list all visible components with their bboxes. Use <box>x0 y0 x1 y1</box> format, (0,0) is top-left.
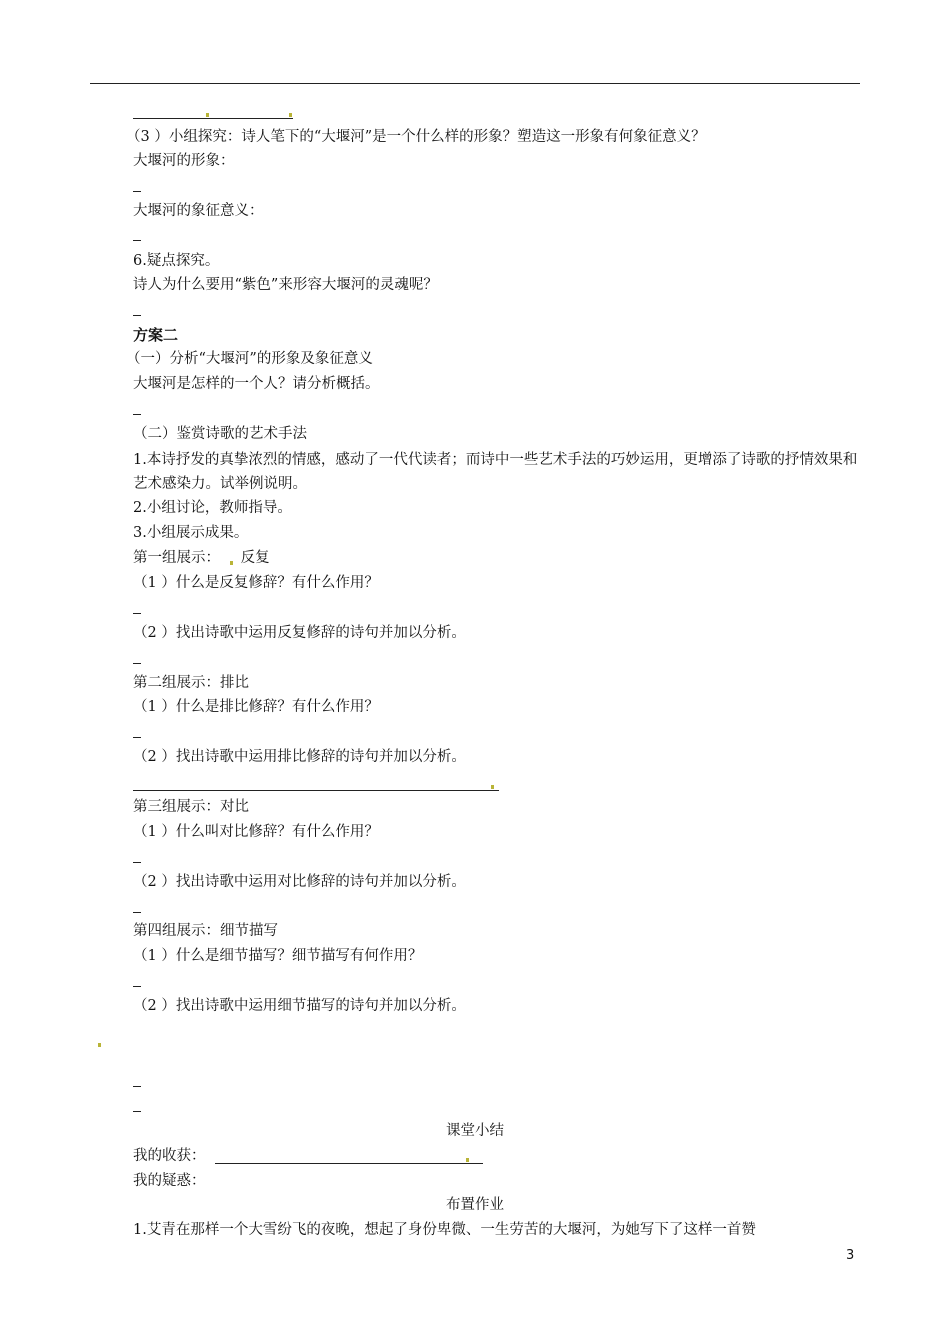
group-one-heading <box>133 549 270 567</box>
symbol-label: 大堰河的象征意义： <box>133 203 264 219</box>
answer-blank[interactable] <box>133 1086 141 1087</box>
group-three-q1: （1 ）什么叫对比修辞？有什么作用？ <box>133 824 379 840</box>
answer-blank[interactable] <box>133 912 141 913</box>
summary-title: 课堂小结 <box>446 1123 504 1139</box>
section-one-heading: （一）分析“大堰河”的形象及象征意义 <box>126 351 373 367</box>
plan-two-heading: 方案二 <box>133 326 179 344</box>
item-two: 2.小组讨论，教师指导。 <box>133 500 292 516</box>
answer-line <box>133 118 293 119</box>
doubt-question: 诗人为什么要用“紫色”来形容大堰河的灵魂呢？ <box>133 277 438 293</box>
group-four-q2: （2 ）找出诗歌中运用细节描写的诗句并加以分析。 <box>133 998 466 1014</box>
group-one-q2: （2 ）找出诗歌中运用反复修辞的诗句并加以分析。 <box>133 625 466 641</box>
mark-dot <box>98 1043 101 1047</box>
group-three-heading: 第三组展示：对比 <box>133 799 249 815</box>
group-three-q2: （2 ）找出诗歌中运用对比修辞的诗句并加以分析。 <box>133 874 466 890</box>
gain-label: 我的收获： <box>133 1148 206 1164</box>
homework-item-one: 1.艾青在那样一个大雪纷飞的夜晚，想起了身份卑微、一生劳苦的大堰河，为她写下了这样一首赞 <box>133 1222 756 1238</box>
doubt-title: 6.疑点探究。 <box>133 253 220 269</box>
item-three: 3.小组展示成果。 <box>133 525 249 541</box>
answer-blank[interactable] <box>133 737 141 738</box>
page-number: 3 <box>846 1248 855 1263</box>
mark-dot <box>466 1158 469 1162</box>
group-four-heading: 第四组展示：细节描写 <box>133 923 278 939</box>
mark-dot <box>230 561 233 565</box>
header-rule <box>90 83 860 84</box>
confusion-label: 我的疑惑： <box>133 1173 206 1189</box>
answer-blank[interactable] <box>133 414 141 415</box>
group-one-prefix: 第一组展示： <box>133 550 220 566</box>
question-3: （3 ）小组探究：诗人笔下的“大堰河”是一个什么样的形象？塑造这一形象有何象征意义？ <box>126 129 706 145</box>
group-one-topic: 反复 <box>240 550 270 566</box>
group-two-heading: 第二组展示：排比 <box>133 675 249 691</box>
answer-blank[interactable] <box>133 862 141 863</box>
section-one-question: 大堰河是怎样的一个人？请分析概括。 <box>133 376 380 392</box>
answer-blank[interactable] <box>133 613 141 614</box>
group-one-q1: （1 ）什么是反复修辞？有什么作用？ <box>133 575 379 591</box>
mark-dot <box>289 113 292 117</box>
group-two-q1: （1 ）什么是排比修辞？有什么作用？ <box>133 699 379 715</box>
mark-dot <box>206 113 209 117</box>
homework-title: 布置作业 <box>446 1197 504 1213</box>
answer-line[interactable] <box>133 790 499 791</box>
answer-blank[interactable] <box>133 240 141 241</box>
answer-blank[interactable] <box>133 1111 141 1112</box>
gain-input-line[interactable] <box>215 1163 483 1164</box>
group-two-q2: （2 ）找出诗歌中运用排比修辞的诗句并加以分析。 <box>133 749 466 765</box>
answer-blank[interactable] <box>133 663 141 664</box>
answer-blank[interactable] <box>133 315 141 316</box>
group-four-q1: （1 ）什么是细节描写？细节描写有何作用？ <box>133 948 423 964</box>
item-one: 1.本诗抒发的真挚浓烈的情感，感动了一代代读者；而诗中一些艺术手法的巧妙运用，更增添了诗歌的抒情效果和艺术感染力。试举例说明。 <box>133 452 858 492</box>
mark-dot <box>491 785 494 789</box>
image-label: 大堰河的形象： <box>133 153 235 169</box>
section-two-heading: （二）鉴赏诗歌的艺术手法 <box>133 426 307 442</box>
answer-blank[interactable] <box>133 191 141 192</box>
answer-blank[interactable] <box>133 986 141 987</box>
